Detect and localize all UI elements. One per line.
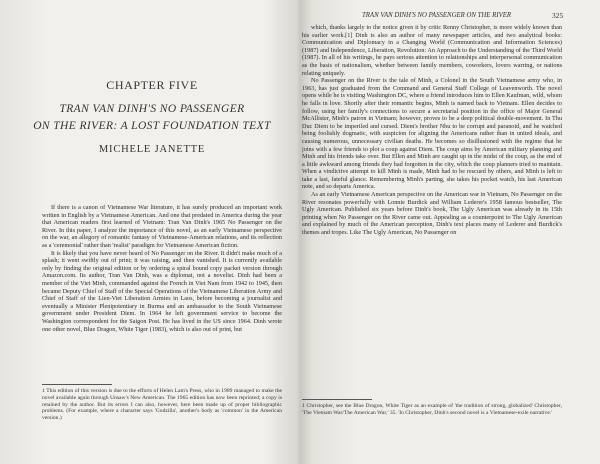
right-paragraph: As an early Vietnamese American perspective on the American war in Vietnam, No Passenger on the River resonates powerfully with Lonnie Burdick and William Lederer's 1958 famous bestseller, The Ugly American. Published six years before Dinh's book, The Ugly American was already in its 15th printing when No Passenger on the River came out. Appealing as a counterpoint to The Ugly American and explained by much of the American perception, Dinh's text places many of Lederer and Burdick's themes and tropes. Like The Ugly American, No Passenger on: [302, 191, 562, 237]
right-page: [302, 0, 590, 464]
right-body-text: [302, 24, 562, 237]
chapter-author: MICHELE JANETTE: [98, 144, 206, 155]
right-paragraph: which, thanks largely to the notice given it by critic Renny Christopher, is more widely known than his earlier work.[1] Dinh is also an author of many newspaper articles, and two analytical books: Communication and Diplomacy in a Changing World (Communication and Information Sciences) (1987) and Independence, Liberation, Revolution: An Approach to the Understanding of the Third World (1987). In all of his writings, he pays serious attention to relationships and interpersonal communication as the basis of nationalism, whether between family members, coworkers, lovers warring, or nations relating uniquely.: [302, 24, 562, 77]
footnote-rule: [42, 384, 112, 385]
chapter-title: [10, 101, 294, 135]
left-page: [10, 0, 294, 464]
chapter-title-line-2: ON THE RIVER: A LOST FOUNDATION TEXT: [33, 120, 271, 132]
chapter-label: CHAPTER FIVE: [106, 78, 198, 92]
footnote-rule: [302, 399, 372, 400]
chapter-title-line-1: TRAN VAN DINH'S NO PASSENGER: [59, 103, 245, 115]
left-paragraph: It is likely that you have never heard of No Passenger on the River. It didn't make much of a splash; it went swiftly out of print; it was raising, and then vanished. It is currently available only by finding the original edition or by ordering a spiral bound copy packet version through Amazon.com. Its author, Tran Van Dinh, was a diplomat, not a novelist. Dinh had been a member of the Viet Minh, commanded against the French in Viet Nam from 1942 to 1945, then became Deputy Chief of Staff of the Special Operations of the Vietnamese Liberation Army and Chief of Staff of the Lien-Viet Liberation Armies in Laos, before becoming a journalist and eventually a Minister Plenipotentiary in Burma and an ambassador to the South Vietnamese government under President Diem. In 1964 he left government service to become the Washington correspondent for the Saigon Post. He has lived in the US since 1964. Dinh wrote one other novel, Blue Dragon, White Tiger (1983), which is also out of print, but: [42, 249, 282, 333]
running-head: TRAN VAN DINH'S NO PASSENGER ON THE RIVER: [362, 12, 512, 19]
right-paragraph: No Passenger on the River is the tale of Minh, a Colonel in the South Vietnamese army who, in 1963, has just graduated from the Command and General Staff College of Leavenworth. The novel opens while he is visiting Washington DC, where a friend introduces him to Ellen Kaufman, wild, whom he falls in love. Shortly after their romantic begins, Minh is named back to Vietnam. Ellen decides to follow, using her family's connections to secure a secretarial position in the office of Major General McAllister, Minh's patron in Vietnam; however, proves to be a deep political double-movement. In Thu Duc Diem to be imperiled and cursed. Diem's brother Nhu to be corrupt and paranoid, and he watched being foolishly dogmatic, with suspicion for aligning the Americans rather than in united ideals, and causing numerous, unnecessary civilian deaths. He becomes so disillusioned with the regime that he joins with a few friends to plot a coup against Diem. The coup aims by American military planning and Minh and his friends take over. But Ellen and Minh are caught up in the midst of the coup, as the end of a little awkward among friends they had forgotten in the city, which the coup planners tried to maintain. When a vindictive attempt to kill Minh is made, Minh had to be rescued by others, and Minh is left to take a last, fateful glance. Remembering Minh's parting, she takes his pocket watch, his last American note, and so departs America.: [302, 77, 562, 191]
left-body-text: [42, 204, 282, 333]
left-footnote: 1 This edition of this version is due to the efforts of Helen Lam's Press, who in 1989 managed to make the novel available again through Unsaw's New American. The 1965 edition has now been reprinted; a copy is retained by the author. But its errors I can also, however, here been made up of proper bibliographic problems. (For example, where a character says 'Godzilla', another's body as 'common' in the American version.): [42, 388, 282, 422]
left-paragraph: If there is a canon of Vietnamese War literature, it has surely produced an important work written in English by a Vietnamese American. And one that predated in America during the year that American readers first learned of Vietnam: Tran Van Dinh's 1965 No Passenger on the River. In this paper, I analyze the importance of this novel, as an early Vietnamese perspective on the war, an allegory of romantic fantasy of Vietnamese-American relations, and its reflection as a 'ceremonial' rather than 'realist' paradigm for Vietnamese American fiction.: [42, 204, 282, 249]
right-footnote: 1 Christopher, see the Blue Dragon, White Tiger as an example of 'the tradition of strong, globalized' Christopher, 'The Vietnam War/The American War,' 35. 'In Christopher, Dinh's second novel is a Vietnamese-exile narrative.': [302, 403, 562, 416]
page-number: 325: [552, 11, 564, 20]
